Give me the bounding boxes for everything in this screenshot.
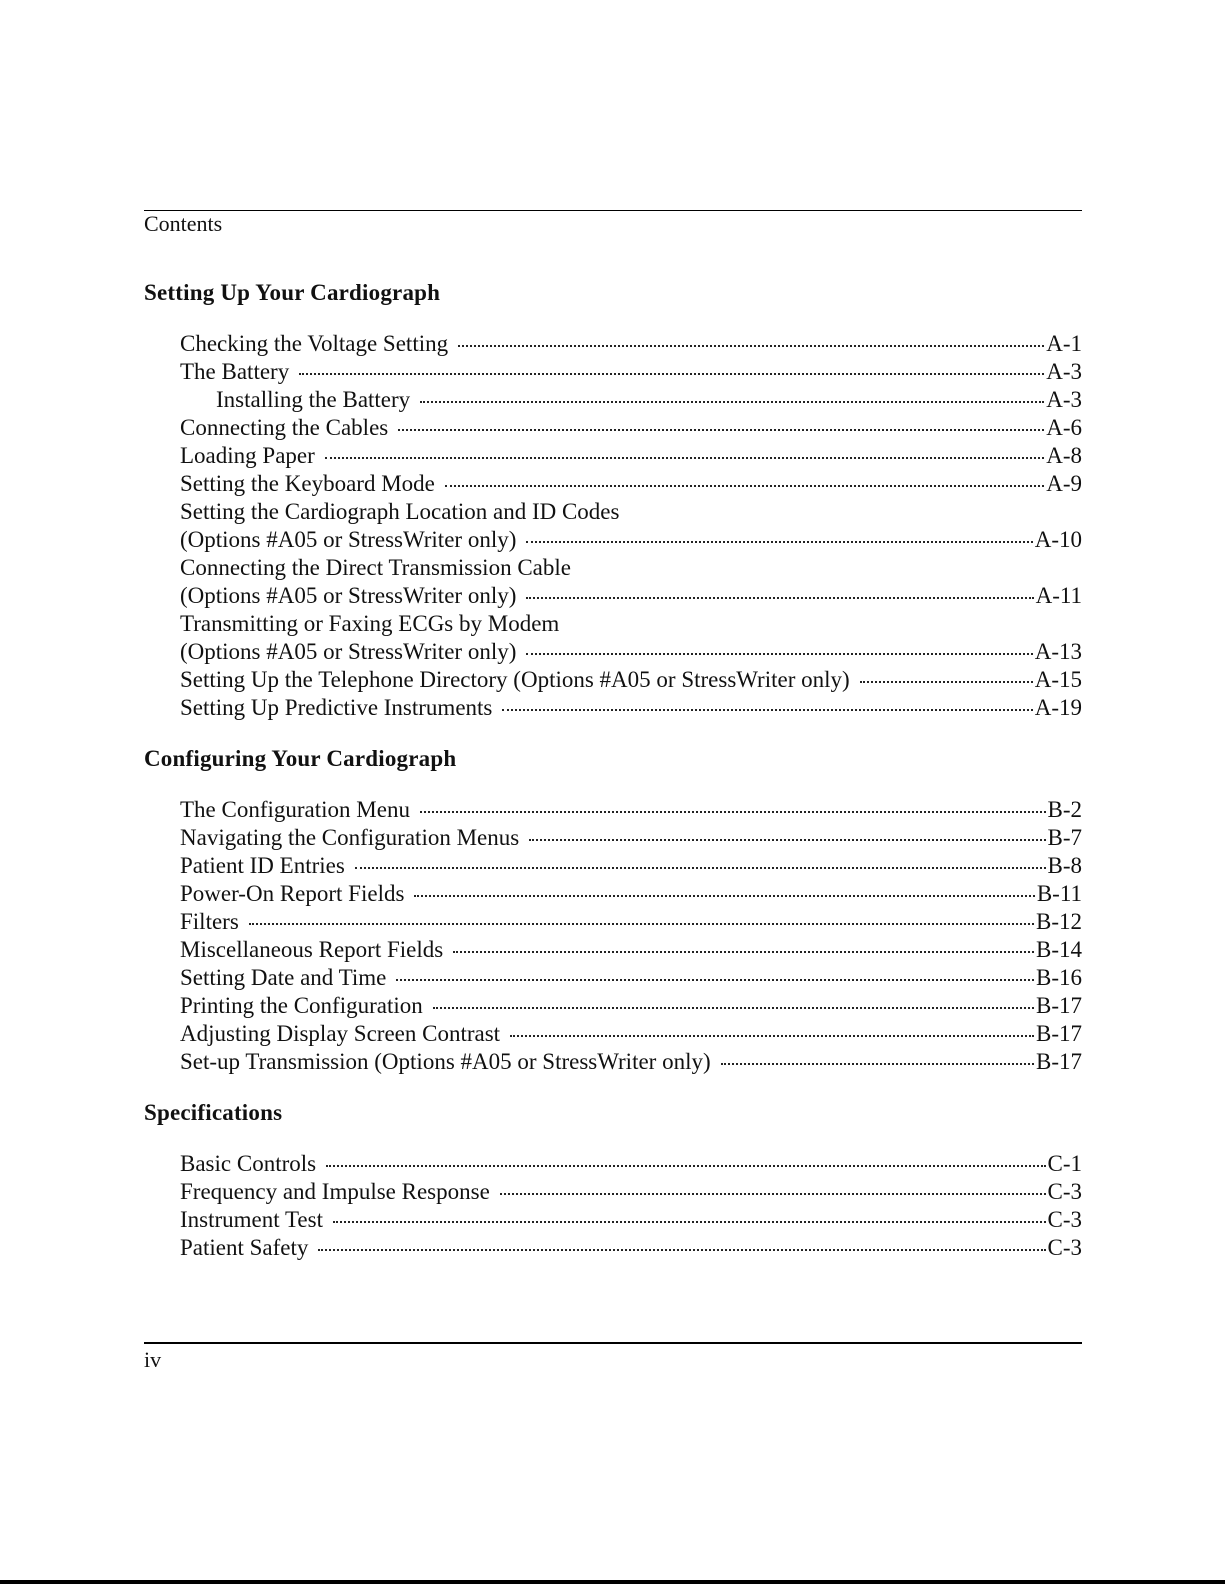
entry-page: A-10	[1034, 527, 1082, 552]
entry-page: A-15	[1034, 667, 1082, 692]
toc-entry[interactable]	[144, 880, 1082, 908]
toc-entry-first-line[interactable]	[144, 610, 1082, 638]
toc-entry[interactable]	[144, 330, 1082, 358]
entry-page: B-11	[1036, 881, 1082, 906]
entry-label: Setting Up Predictive Instruments	[180, 695, 493, 720]
entry-label: The Battery	[180, 359, 290, 384]
toc-entry[interactable]	[144, 666, 1082, 694]
toc-entry[interactable]	[144, 908, 1082, 936]
toc-section-configuring	[144, 745, 1082, 1076]
entry-page: A-3	[1046, 359, 1082, 384]
section-entries	[144, 330, 1082, 722]
dot-leader	[453, 951, 1034, 953]
entry-page: B-17	[1036, 1049, 1082, 1074]
dot-leader	[355, 867, 1046, 869]
toc-entry-first-line[interactable]	[144, 554, 1082, 582]
entry-page: A-8	[1046, 443, 1082, 468]
dot-leader	[510, 1035, 1034, 1037]
dot-leader	[396, 979, 1034, 981]
entry-page: B-17	[1036, 993, 1082, 1018]
dot-leader	[529, 839, 1045, 841]
toc-entry-first-line[interactable]	[144, 498, 1082, 526]
entry-label: The Configuration Menu	[180, 797, 410, 822]
toc-entry[interactable]	[144, 414, 1082, 442]
table-of-contents	[144, 279, 1082, 1285]
toc-entry[interactable]	[144, 796, 1082, 824]
entry-label: Patient Safety	[180, 1235, 309, 1260]
entry-label: Instrument Test	[180, 1207, 323, 1232]
running-head: Contents	[144, 211, 223, 236]
entry-label: Filters	[180, 909, 239, 934]
toc-entry[interactable]	[144, 442, 1082, 470]
entry-page: C-3	[1047, 1179, 1082, 1204]
toc-entry-continuation[interactable]	[144, 526, 1082, 554]
toc-entry-continuation[interactable]	[144, 638, 1082, 666]
entry-label: Miscellaneous Report Fields	[180, 937, 444, 962]
entry-page: A-1	[1046, 331, 1082, 356]
toc-entry[interactable]	[144, 824, 1082, 852]
entry-label: Patient ID Entries	[180, 853, 345, 878]
entry-page: A-13	[1034, 639, 1082, 664]
entry-page: A-6	[1046, 415, 1082, 440]
toc-entry[interactable]	[144, 1020, 1082, 1048]
dot-leader	[325, 457, 1044, 459]
entry-label: Connecting the Cables	[180, 415, 389, 440]
entry-page: C-3	[1047, 1207, 1082, 1232]
entry-label: Setting Date and Time	[180, 965, 387, 990]
dot-leader	[299, 373, 1044, 375]
dot-leader	[500, 1193, 1046, 1195]
dot-leader	[333, 1221, 1046, 1223]
dot-leader	[420, 401, 1044, 403]
entry-label: Setting the Cardiograph Location and ID Codes	[180, 499, 620, 524]
entry-page: C-3	[1047, 1235, 1082, 1260]
toc-entry[interactable]	[144, 694, 1082, 722]
toc-entry[interactable]	[144, 1178, 1082, 1206]
dot-leader	[445, 485, 1044, 487]
dot-leader	[502, 709, 1032, 711]
entry-label: Frequency and Impulse Response	[180, 1179, 490, 1204]
dot-leader	[318, 1249, 1045, 1251]
dot-leader	[326, 1165, 1045, 1167]
entry-label: Connecting the Direct Transmission Cable	[180, 555, 571, 580]
entry-page: B-8	[1047, 853, 1082, 878]
entry-label: Setting the Keyboard Mode	[180, 471, 435, 496]
entry-page: B-2	[1047, 797, 1082, 822]
entry-label: (Options #A05 or StressWriter only)	[180, 527, 517, 552]
dot-leader	[398, 429, 1044, 431]
section-entries	[144, 1150, 1082, 1262]
toc-entry[interactable]	[144, 1048, 1082, 1076]
dot-leader	[721, 1063, 1034, 1065]
dot-leader	[420, 811, 1046, 813]
entry-page: B-12	[1036, 909, 1082, 934]
entry-label: Power-On Report Fields	[180, 881, 405, 906]
toc-entry[interactable]	[144, 470, 1082, 498]
toc-entry[interactable]	[144, 358, 1082, 386]
entry-page: A-11	[1035, 583, 1082, 608]
entry-label: Checking the Voltage Setting	[180, 331, 449, 356]
section-title: Configuring Your Cardiograph	[144, 746, 457, 771]
entry-label: (Options #A05 or StressWriter only)	[180, 583, 517, 608]
entry-label: Loading Paper	[180, 443, 315, 468]
scan-edge	[0, 1580, 1225, 1584]
toc-entry[interactable]	[144, 936, 1082, 964]
toc-entry[interactable]	[144, 852, 1082, 880]
entry-label: Set-up Transmission (Options #A05 or StressWriter only)	[180, 1049, 711, 1074]
toc-section-specifications	[144, 1099, 1082, 1262]
dot-leader	[526, 541, 1032, 543]
toc-entry[interactable]	[144, 964, 1082, 992]
dot-leader	[414, 895, 1034, 897]
dot-leader	[249, 923, 1034, 925]
dot-leader	[526, 653, 1032, 655]
entry-label: Transmitting or Faxing ECGs by Modem	[180, 611, 560, 636]
dot-leader	[458, 345, 1044, 347]
entry-label: Adjusting Display Screen Contrast	[180, 1021, 501, 1046]
entry-page: B-7	[1047, 825, 1082, 850]
entry-label: Installing the Battery	[216, 387, 411, 412]
page-number: iv	[144, 1347, 162, 1372]
section-entries	[144, 796, 1082, 1076]
entry-page: A-3	[1046, 387, 1082, 412]
toc-section-setting-up	[144, 279, 1082, 722]
entry-page: B-16	[1036, 965, 1082, 990]
dot-leader	[860, 681, 1033, 683]
entry-label: (Options #A05 or StressWriter only)	[180, 639, 517, 664]
footer-rule	[144, 1342, 1082, 1344]
entry-page: A-9	[1046, 471, 1082, 496]
entry-page: C-1	[1047, 1151, 1082, 1176]
toc-entry[interactable]	[144, 1206, 1082, 1234]
toc-subentry[interactable]	[144, 386, 1082, 414]
dot-leader	[526, 597, 1033, 599]
dot-leader	[433, 1007, 1034, 1009]
toc-entry[interactable]	[144, 1150, 1082, 1178]
entry-label: Printing the Configuration	[180, 993, 423, 1018]
entry-label: Setting Up the Telephone Directory (Options #A05 or StressWriter only)	[180, 667, 850, 692]
toc-entry[interactable]	[144, 992, 1082, 1020]
toc-entry[interactable]	[144, 1234, 1082, 1262]
entry-page: B-14	[1036, 937, 1082, 962]
header-rule	[144, 210, 1082, 211]
entry-page: A-19	[1034, 695, 1082, 720]
section-title: Setting Up Your Cardiograph	[144, 280, 441, 305]
section-title: Specifications	[144, 1100, 283, 1125]
entry-label: Navigating the Configuration Menus	[180, 825, 520, 850]
entry-label: Basic Controls	[180, 1151, 317, 1176]
entry-page: B-17	[1036, 1021, 1082, 1046]
toc-entry-continuation[interactable]	[144, 582, 1082, 610]
